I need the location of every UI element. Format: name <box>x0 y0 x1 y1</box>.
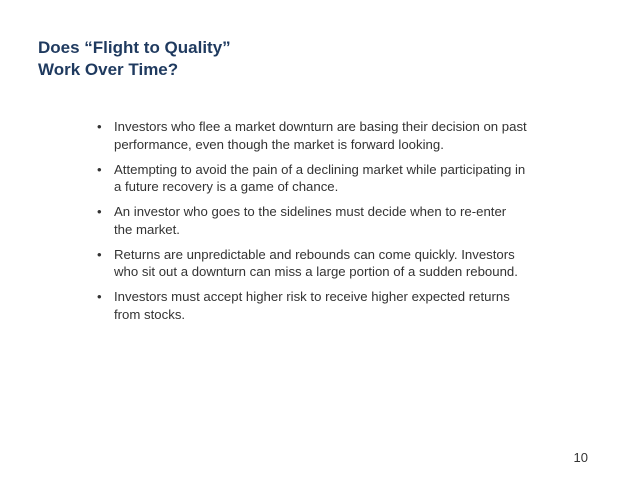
bullet-item <box>97 203 527 238</box>
bullet-text: Investors must accept higher risk to receive higher expected returns from stocks. <box>114 289 510 322</box>
bullet-text: Investors who flee a market downturn are basing their decision on past performance, even though the market is forward looking. <box>114 119 527 152</box>
bullet-item <box>97 288 527 323</box>
bullet-list <box>97 118 527 331</box>
bullet-dot-icon: • <box>97 161 102 177</box>
page-number: 10 <box>573 450 588 465</box>
bullet-item <box>97 161 527 196</box>
slide-title-line-1: Does “Flight to Quality” <box>38 38 231 57</box>
bullet-text: Returns are unpredictable and rebounds can come quickly. Investors who sit out a downturn can miss a large portion of a sudden rebound. <box>114 246 518 279</box>
slide-title <box>38 37 538 81</box>
bullet-dot-icon: • <box>97 119 102 134</box>
bullet-text: An investor who goes to the sidelines must decide when to re-enter the market. <box>114 204 507 237</box>
bullet-text: Attempting to avoid the pain of a declining market while participating in a future recovery is a game of chance. <box>114 161 526 194</box>
bullet-dot-icon: • <box>97 204 102 219</box>
bullet-item <box>97 118 527 153</box>
bullet-dot-icon: • <box>97 289 102 304</box>
bullet-dot-icon: • <box>97 246 102 262</box>
slide-title-line-2: Work Over Time? <box>38 60 179 79</box>
bullet-item <box>97 246 527 281</box>
